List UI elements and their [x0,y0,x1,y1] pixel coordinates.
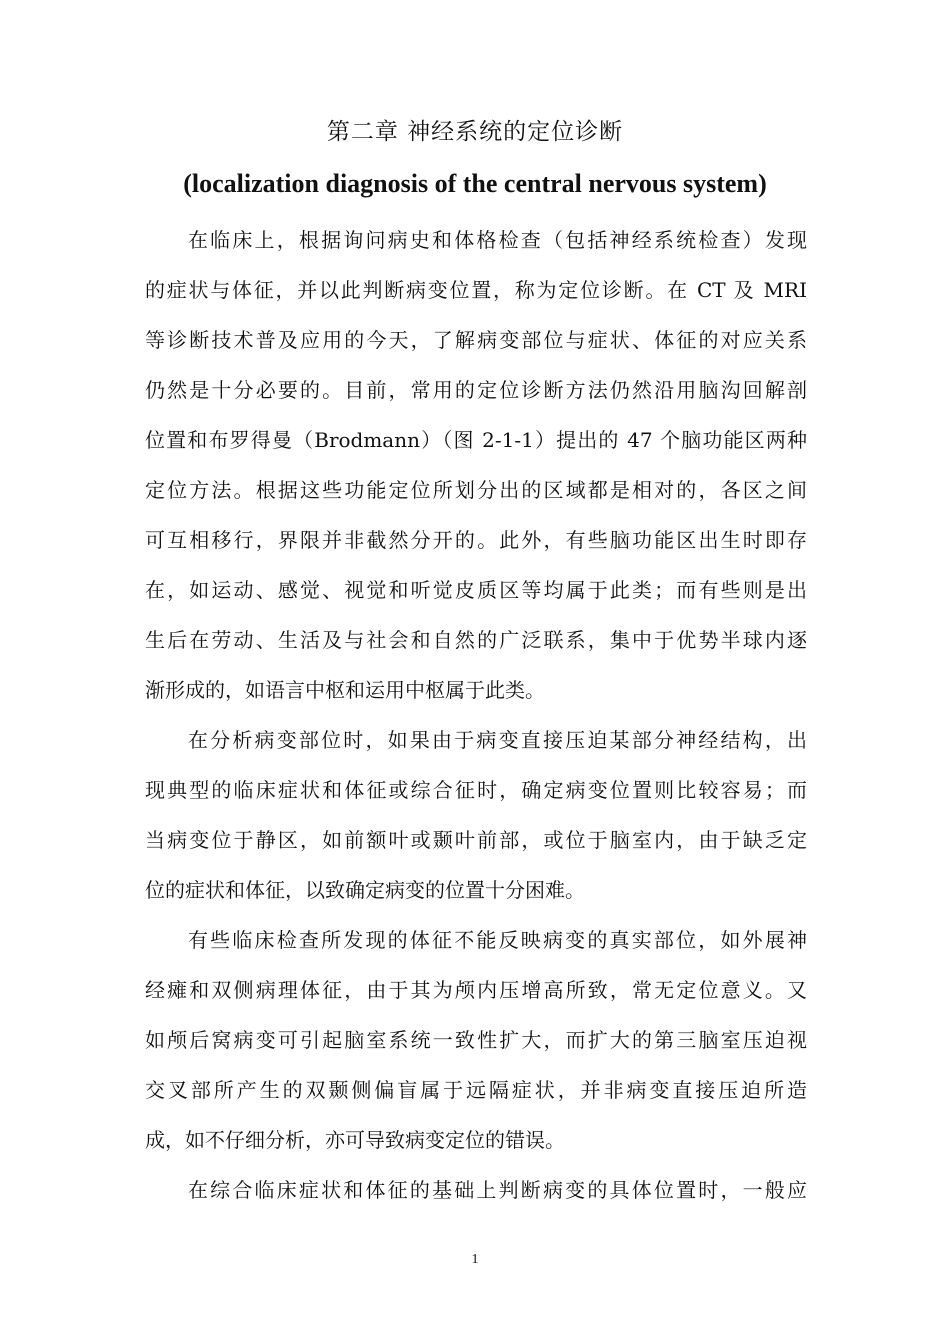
text-line: 现典型的临床症状和体征或综合征时，确定病变位置则比较容易；而 [145,778,807,802]
text-line: 定位方法。根据这些功能定位所划分出的区域都是相对的，各区之间 [145,478,807,502]
page-number: 1 [471,1252,479,1267]
text-line: 位的症状和体征，以致确定病变的位置十分困难。 [145,878,585,902]
chapter-title: 第二章 神经系统的定位诊断 [326,119,624,145]
text-line: 在分析病变部位时，如果由于病变直接压迫某部分神经结构，出 [188,728,807,752]
text-line: 在临床上，根据询问病史和体格检查（包括神经系统检查）发现 [188,228,807,252]
text-line: 生后在劳动、生活及与社会和自然的广泛联系，集中于优势半球内逐 [145,628,807,652]
text-line: 在，如运动、感觉、视觉和听觉皮质区等均属于此类；而有些则是出 [145,578,807,602]
text-line: 如颅后窝病变可引起脑室系统一致性扩大，而扩大的第三脑室压迫视 [145,1028,807,1052]
text-line: 渐形成的，如语言中枢和运用中枢属于此类。 [145,678,545,702]
chapter-subtitle: (localization diagnosis of the central nervous system) [183,169,767,198]
text-line: 可互相移行，界限并非截然分开的。此外，有些脑功能区出生时即存 [145,528,807,552]
text-line: 有些临床检查所发现的体征不能反映病变的真实部位，如外展神 [188,928,807,952]
text-line: 位置和布罗得曼（Brodmann）（图 2-1-1）提出的 47 个脑功能区两种 [145,428,807,452]
text-line: 成，如不仔细分析，亦可导致病变定位的错误。 [145,1128,565,1152]
text-line: 交叉部所产生的双颞侧偏盲属于远隔症状，并非病变直接压迫所造 [145,1078,807,1102]
text-line: 等诊断技术普及应用的今天，了解病变部位与症状、体征的对应关系 [145,328,807,352]
text-line: 仍然是十分必要的。目前，常用的定位诊断方法仍然沿用脑沟回解剖 [145,378,807,402]
text-line: 的症状与体征，并以此判断病变位置，称为定位诊断。在 CT 及 MRI [145,278,807,302]
text-line: 当病变位于静区，如前额叶或颞叶前部，或位于脑室内，由于缺乏定 [145,828,807,852]
text-line: 经瘫和双侧病理体征，由于其为颅内压增高所致，常无定位意义。又 [145,978,807,1002]
text-line: 在综合临床症状和体征的基础上判断病变的具体位置时，一般应 [188,1178,807,1202]
